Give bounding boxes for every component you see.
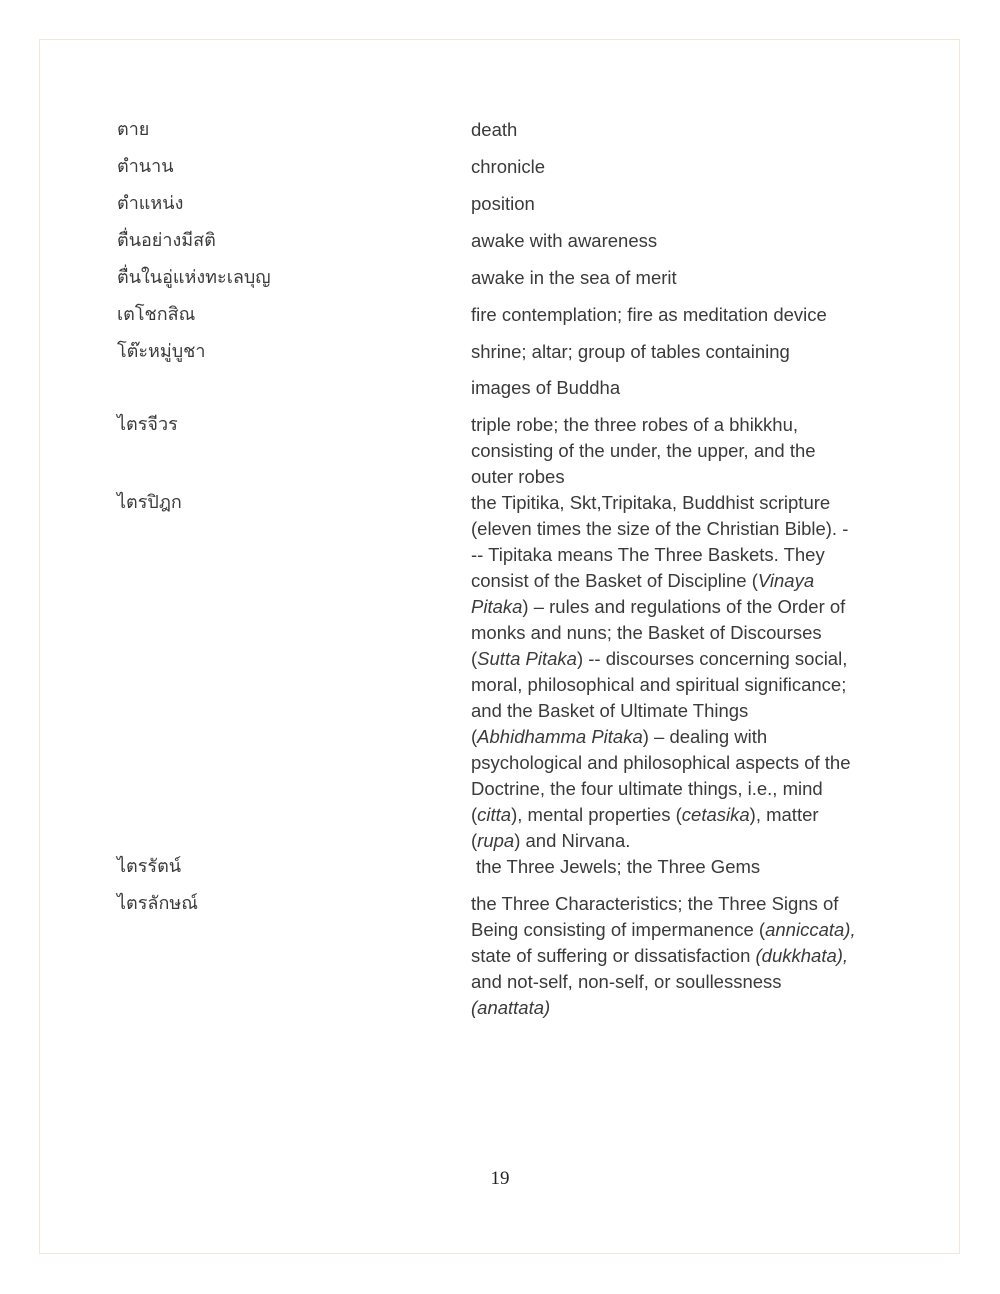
definition-line [471, 943, 887, 969]
definition-line: -- Tipitaka means The Three Baskets. They [471, 544, 825, 565]
definition-text: ), mental properties ( [511, 804, 682, 825]
definition-line: moral, philosophical and spiritual significance; [471, 674, 847, 695]
italic-term: Sutta Pitaka [477, 648, 577, 669]
definition-text: ), matter [749, 804, 819, 825]
page-number: 19 [490, 1168, 510, 1189]
english-definition [471, 265, 887, 291]
definition-text: ) – dealing with [642, 726, 768, 747]
definition-line: fire contemplation; fire as meditation device [471, 304, 827, 325]
english-definition [471, 154, 887, 180]
english-definition [471, 891, 887, 1021]
italic-term: anniccata), [765, 919, 856, 940]
definition-text: ( [471, 726, 478, 747]
definition-line: awake with awareness [471, 230, 658, 251]
thai-term: ไตรลักษณ์ [117, 893, 198, 914]
definition-line: Doctrine, the four ultimate things, i.e., mind [471, 778, 823, 799]
definition-line: psychological and philosophical aspects of the [471, 752, 851, 773]
thai-term: ตำนาน [117, 156, 174, 177]
thai-term: ไตรรัตน์ [117, 856, 182, 877]
glossary-entry [117, 302, 887, 328]
definition-text: ) – rules and regulations of the Order of [522, 596, 846, 617]
thai-term: ตำแหน่ง [117, 193, 184, 214]
english-definition [471, 191, 887, 217]
english-definition [471, 854, 887, 880]
thai-term: โต๊ะหมู่บูชา [117, 341, 206, 362]
definition-line [471, 568, 887, 594]
definition-text: ) -- discourses concerning social, [576, 648, 848, 669]
definition-text: Being consisting of impermanence ( [471, 919, 766, 940]
english-definition [471, 490, 887, 854]
definition-line [471, 646, 887, 672]
definition-line: (eleven times the size of the Christian Bible). - [471, 518, 849, 539]
glossary-entry [117, 891, 887, 1021]
glossary-entry [117, 117, 887, 143]
thai-term: ตาย [117, 119, 150, 140]
glossary-entry [117, 490, 887, 854]
definition-line: consisting of the under, the upper, and the [471, 440, 816, 461]
english-definition [471, 302, 887, 328]
definition-line: outer robes [471, 466, 565, 487]
definition-line [471, 724, 887, 750]
italic-term: cetasika [681, 804, 750, 825]
italic-term: Pitaka [471, 596, 523, 617]
definition-text: ( [471, 648, 478, 669]
english-definition [471, 228, 887, 254]
thai-term: ไตรปิฎก [117, 492, 182, 513]
definition-line: shrine; altar; group of tables containing [471, 341, 790, 362]
english-definition [471, 117, 887, 143]
definition-line: the Three Characteristics; the Three Signs of [471, 893, 839, 914]
glossary-entry [117, 154, 887, 180]
definition-line: and not-self, non-self, or soullessness [471, 971, 782, 992]
definition-line: death [471, 119, 518, 140]
italic-term: (anattata) [471, 997, 551, 1018]
italic-term: Vinaya [757, 570, 815, 591]
definition-text: state of suffering or dissatisfaction [471, 945, 756, 966]
italic-term: rupa [477, 830, 515, 851]
italic-term: (dukkhata), [755, 945, 849, 966]
definition-line: and the Basket of Ultimate Things [471, 700, 749, 721]
thai-term: ตื่นอย่างมีสติ [117, 230, 216, 251]
definition-text: ( [471, 830, 478, 851]
definition-line [471, 995, 887, 1021]
definition-line: awake in the sea of merit [471, 267, 677, 288]
definition-text: consist of the Basket of Discipline ( [471, 570, 758, 591]
glossary-entry [117, 265, 887, 291]
glossary-table [117, 117, 887, 1032]
definition-line [471, 828, 887, 854]
glossary-entry [117, 191, 887, 217]
definition-continuation: images of Buddha [471, 377, 621, 398]
definition-line: monks and nuns; the Basket of Discourses [471, 622, 822, 643]
glossary-entry [117, 854, 887, 880]
definition-line [471, 594, 887, 620]
definition-text: ( [471, 804, 478, 825]
definition-line: position [471, 193, 535, 214]
definition-line [471, 802, 887, 828]
definition-line [471, 917, 887, 943]
english-definition [471, 412, 887, 490]
thai-term: เตโชกสิณ [117, 304, 196, 325]
thai-term: ตื่นในอู่แห่งทะเลบุญ [117, 267, 271, 288]
english-definition [471, 339, 887, 401]
definition-line: triple robe; the three robes of a bhikkhu, [471, 414, 799, 435]
italic-term: citta [477, 804, 512, 825]
definition-line: chronicle [471, 156, 546, 177]
glossary-entry [117, 228, 887, 254]
glossary-entry [117, 412, 887, 490]
thai-term: ไตรจีวร [117, 414, 178, 435]
glossary-entry [117, 339, 887, 401]
definition-line: the Three Jewels; the Three Gems [476, 856, 761, 877]
definition-text: ) and Nirvana. [514, 830, 631, 851]
definition-line: the Tipitika, Skt,Tripitaka, Buddhist scripture [471, 492, 831, 513]
italic-term: Abhidhamma Pitaka [477, 726, 643, 747]
